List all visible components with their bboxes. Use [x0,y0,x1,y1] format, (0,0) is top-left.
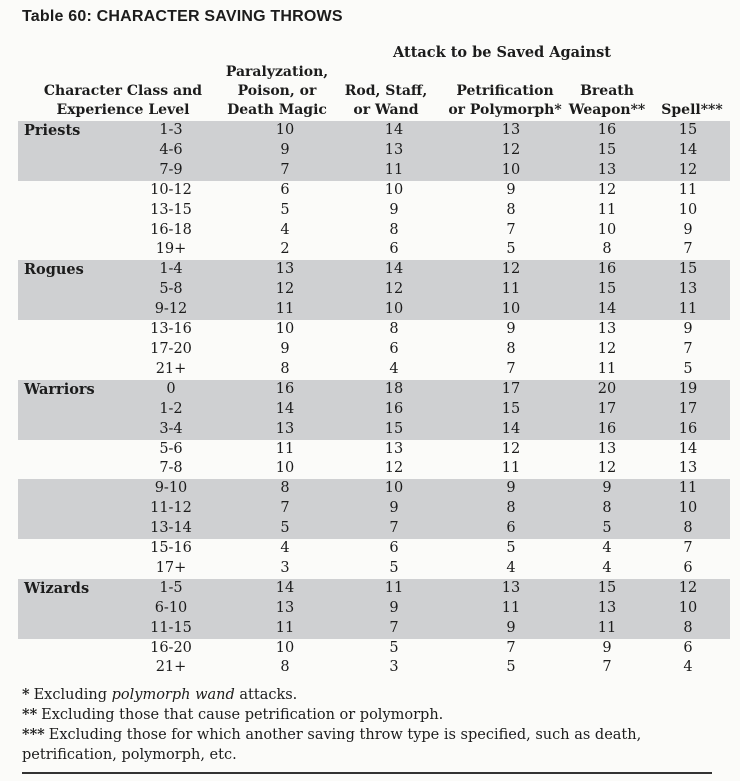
petrification-cell: 8 [506,340,516,357]
rod-staff-wand-cell: 8 [389,321,399,338]
level-cell: 16-20 [150,639,192,656]
table-row [18,619,730,639]
paralyzation-cell: 11 [275,440,295,457]
breath-weapon-cell: 9 [602,480,612,497]
paralyzation-cell: 10 [275,321,295,338]
group-header: Attack to be Saved Against [393,44,611,61]
petrification-cell: 13 [501,122,521,138]
spell-cell: 12 [678,579,698,596]
rod-staff-wand-cell: 9 [389,500,399,517]
rod-staff-wand-cell: 5 [389,639,399,656]
rod-staff-wand-cell: 4 [389,360,399,377]
rod-staff-wand-cell: 13 [384,440,404,457]
paralyzation-cell: 14 [275,400,295,417]
petrification-cell: 14 [501,420,521,437]
table-row [18,459,730,479]
level-cell: 13-16 [150,321,192,338]
breath-weapon-cell: 12 [597,181,617,198]
breath-weapon-cell: 11 [597,619,617,636]
level-cell: 13-15 [150,201,192,218]
breath-weapon-cell: 4 [602,540,612,557]
level-cell: 17+ [155,559,187,576]
spell-cell: 19 [678,380,698,397]
paralyzation-cell: 8 [280,480,290,497]
table-row [18,300,730,320]
paralyzation-cell: 8 [280,360,290,377]
petrification-cell: 8 [506,201,516,218]
table-row [18,559,730,579]
paralyzation-cell: 12 [275,281,295,298]
petrification-cell: 9 [506,619,516,636]
spell-cell: 5 [683,360,693,377]
petrification-cell: 7 [506,639,516,656]
table-row [18,320,730,340]
table-row [18,141,730,161]
paralyzation-cell: 2 [280,241,290,258]
rod-staff-wand-cell: 12 [384,281,404,298]
table-row [18,519,730,539]
level-cell: 13-14 [150,520,192,537]
spell-cell: 11 [678,301,698,318]
spell-cell: 10 [678,201,698,218]
spell-cell: 4 [683,659,693,676]
rod-staff-wand-cell: 7 [389,619,399,636]
rod-staff-wand-cell: 16 [384,400,404,417]
breath-weapon-cell: 13 [597,321,617,338]
table-row [18,380,730,400]
spell-cell: 15 [678,122,698,138]
paralyzation-cell: 5 [280,520,290,537]
table-row [18,420,730,440]
paralyzation-cell: 9 [280,340,290,357]
table-row [18,340,730,360]
spell-cell: 11 [678,480,698,497]
level-cell: 9-12 [154,301,188,318]
table-row [18,280,730,300]
paralyzation-cell: 11 [275,619,295,636]
petrification-cell: 7 [506,221,516,238]
col-header-breath-weapon: Breath Weapon** [568,83,646,118]
petrification-cell: 9 [506,480,516,497]
table-row [18,161,730,181]
paralyzation-cell: 4 [280,221,290,238]
breath-weapon-cell: 13 [597,161,617,178]
breath-weapon-cell: 8 [602,500,612,517]
class-cell: Priests [24,122,81,139]
spell-cell: 10 [678,599,698,616]
breath-weapon-cell: 15 [597,281,617,298]
table-row [18,440,730,460]
spell-cell: 6 [683,559,693,576]
footnote-2: ** Excluding those that cause petrification or polymorph. [22,706,444,723]
level-cell: 11-12 [150,500,192,517]
level-cell: 1-3 [159,122,183,138]
level-cell: 1-4 [159,261,183,278]
petrification-cell: 10 [501,161,521,178]
level-cell: 9-10 [154,480,188,497]
breath-weapon-cell: 16 [597,122,617,138]
paralyzation-cell: 6 [280,181,290,198]
paralyzation-cell: 10 [275,122,295,138]
petrification-cell: 5 [506,540,516,557]
paralyzation-cell: 4 [280,540,290,557]
level-cell: 19+ [155,241,187,258]
col-header-petrification: Petrification or Polymorph* [448,83,562,118]
rod-staff-wand-cell: 12 [384,460,404,477]
paralyzation-cell: 16 [275,380,295,397]
paralyzation-cell: 13 [275,261,295,278]
level-cell: 21+ [155,360,187,377]
rod-staff-wand-cell: 9 [389,201,399,218]
rod-staff-wand-cell: 6 [389,540,399,557]
rod-staff-wand-cell: 6 [389,241,399,258]
breath-weapon-cell: 11 [597,201,617,218]
col-header-paralyzation: Paralyzation, Poison, or Death Magic [225,64,329,118]
spell-cell: 8 [683,619,693,636]
level-cell: 6-10 [154,599,188,616]
petrification-cell: 12 [501,141,521,158]
petrification-cell: 13 [501,579,521,596]
level-cell: 3-4 [159,420,183,437]
class-cell: Wizards [24,579,90,597]
petrification-cell: 11 [501,460,521,477]
table-row [18,121,730,141]
table-row [18,181,730,201]
petrification-cell: 8 [506,500,516,517]
spell-cell: 7 [683,540,693,557]
spell-cell: 14 [678,440,698,457]
level-cell: 5-8 [159,281,183,298]
spell-cell: 15 [678,261,698,278]
class-cell: Warriors [24,380,95,398]
bottom-rule [22,772,712,774]
paralyzation-cell: 13 [275,599,295,616]
rod-staff-wand-cell: 15 [384,420,404,437]
spell-cell: 12 [678,161,698,178]
breath-weapon-cell: 7 [602,659,612,676]
level-cell: 7-9 [159,161,183,178]
breath-weapon-cell: 11 [597,360,617,377]
rod-staff-wand-cell: 10 [384,480,404,497]
paralyzation-cell: 7 [280,161,290,178]
breath-weapon-cell: 4 [602,559,612,576]
spell-cell: 9 [683,221,693,238]
rod-staff-wand-cell: 5 [389,559,399,576]
footnotes [22,685,722,765]
petrification-cell: 5 [506,241,516,258]
breath-weapon-cell: 12 [597,460,617,477]
rod-staff-wand-cell: 13 [384,141,404,158]
petrification-cell: 9 [506,181,516,198]
breath-weapon-cell: 17 [597,400,617,417]
paralyzation-cell: 10 [275,639,295,656]
rod-staff-wand-cell: 7 [389,520,399,537]
table-row [18,240,730,260]
spell-cell: 11 [678,181,698,198]
breath-weapon-cell: 13 [597,599,617,616]
saving-throws-table [18,121,730,678]
table-row [18,539,730,559]
paralyzation-cell: 14 [275,579,295,596]
rod-staff-wand-cell: 10 [384,301,404,318]
level-cell: 1-5 [159,579,183,596]
spell-cell: 13 [678,460,698,477]
paralyzation-cell: 13 [275,420,295,437]
table-row [18,599,730,619]
table-row [18,479,730,499]
petrification-cell: 9 [506,321,516,338]
breath-weapon-cell: 14 [597,301,617,318]
spell-cell: 14 [678,141,698,158]
table-row [18,360,730,380]
paralyzation-cell: 9 [280,141,290,158]
rod-staff-wand-cell: 11 [384,161,404,178]
breath-weapon-cell: 13 [597,440,617,457]
breath-weapon-cell: 20 [597,380,617,397]
rod-staff-wand-cell: 9 [389,599,399,616]
petrification-cell: 17 [501,380,521,397]
col-header-spell: Spell*** [661,102,723,118]
table-row [18,400,730,420]
petrification-cell: 7 [506,360,516,377]
table-row [18,221,730,241]
spell-cell: 16 [678,420,698,437]
petrification-cell: 10 [501,301,521,318]
level-cell: 15-16 [150,540,192,557]
level-cell: 1-2 [159,400,183,417]
breath-weapon-cell: 10 [597,221,617,238]
breath-weapon-cell: 12 [597,340,617,357]
paralyzation-cell: 8 [280,659,290,676]
spell-cell: 7 [683,340,693,357]
rod-staff-wand-cell: 11 [384,579,404,596]
table-row [18,499,730,519]
paralyzation-cell: 5 [280,201,290,218]
spell-cell: 8 [683,520,693,537]
breath-weapon-cell: 9 [602,639,612,656]
table-row [18,201,730,221]
paralyzation-cell: 7 [280,500,290,517]
table-row [18,639,730,659]
table-row [18,260,730,280]
spell-cell: 7 [683,241,693,258]
petrification-cell: 11 [501,599,521,616]
spell-cell: 6 [683,639,693,656]
petrification-cell: 12 [501,440,521,457]
footnote-3: *** Excluding those for which another saving throw type is specified, such as death, petrification, polymorph, etc. [22,726,642,763]
breath-weapon-cell: 16 [597,420,617,437]
level-cell: 21+ [155,659,187,676]
table-row [18,658,730,678]
petrification-cell: 6 [506,520,516,537]
petrification-cell: 12 [501,261,521,278]
rod-staff-wand-cell: 6 [389,340,399,357]
breath-weapon-cell: 16 [597,261,617,278]
paralyzation-cell: 11 [275,301,295,318]
level-cell: 5-6 [159,440,183,457]
level-cell: 17-20 [150,340,192,357]
petrification-cell: 5 [506,659,516,676]
breath-weapon-cell: 5 [602,520,612,537]
rod-staff-wand-cell: 18 [384,380,404,397]
level-cell: 11-15 [150,619,192,636]
petrification-cell: 11 [501,281,521,298]
spell-cell: 17 [678,400,698,417]
table-title: Table 60: CHARACTER SAVING THROWS [22,8,343,25]
level-cell: 16-18 [150,221,192,238]
spell-cell: 13 [678,281,698,298]
rod-staff-wand-cell: 10 [384,181,404,198]
col-header-class-level: Character Class and Experience Level [43,83,203,118]
rod-staff-wand-cell: 8 [389,221,399,238]
spell-cell: 9 [683,321,693,338]
paralyzation-cell: 3 [280,559,290,576]
level-cell: 10-12 [150,181,192,198]
rod-staff-wand-cell: 14 [384,122,404,138]
spell-cell: 10 [678,500,698,517]
breath-weapon-cell: 15 [597,141,617,158]
breath-weapon-cell: 8 [602,241,612,258]
petrification-cell: 4 [506,559,516,576]
breath-weapon-cell: 15 [597,579,617,596]
rod-staff-wand-cell: 3 [389,659,399,676]
rod-staff-wand-cell: 14 [384,261,404,278]
col-header-rod-staff-wand: Rod, Staff, or Wand [344,83,428,118]
petrification-cell: 15 [501,400,521,417]
level-cell: 4-6 [159,141,183,158]
class-cell: Rogues [24,261,84,279]
table-row [18,579,730,599]
level-cell: 7-8 [159,460,183,477]
level-cell: 0 [166,380,176,397]
paralyzation-cell: 10 [275,460,295,477]
footnote-1: * Excluding polymorph wand attacks. [22,686,298,703]
